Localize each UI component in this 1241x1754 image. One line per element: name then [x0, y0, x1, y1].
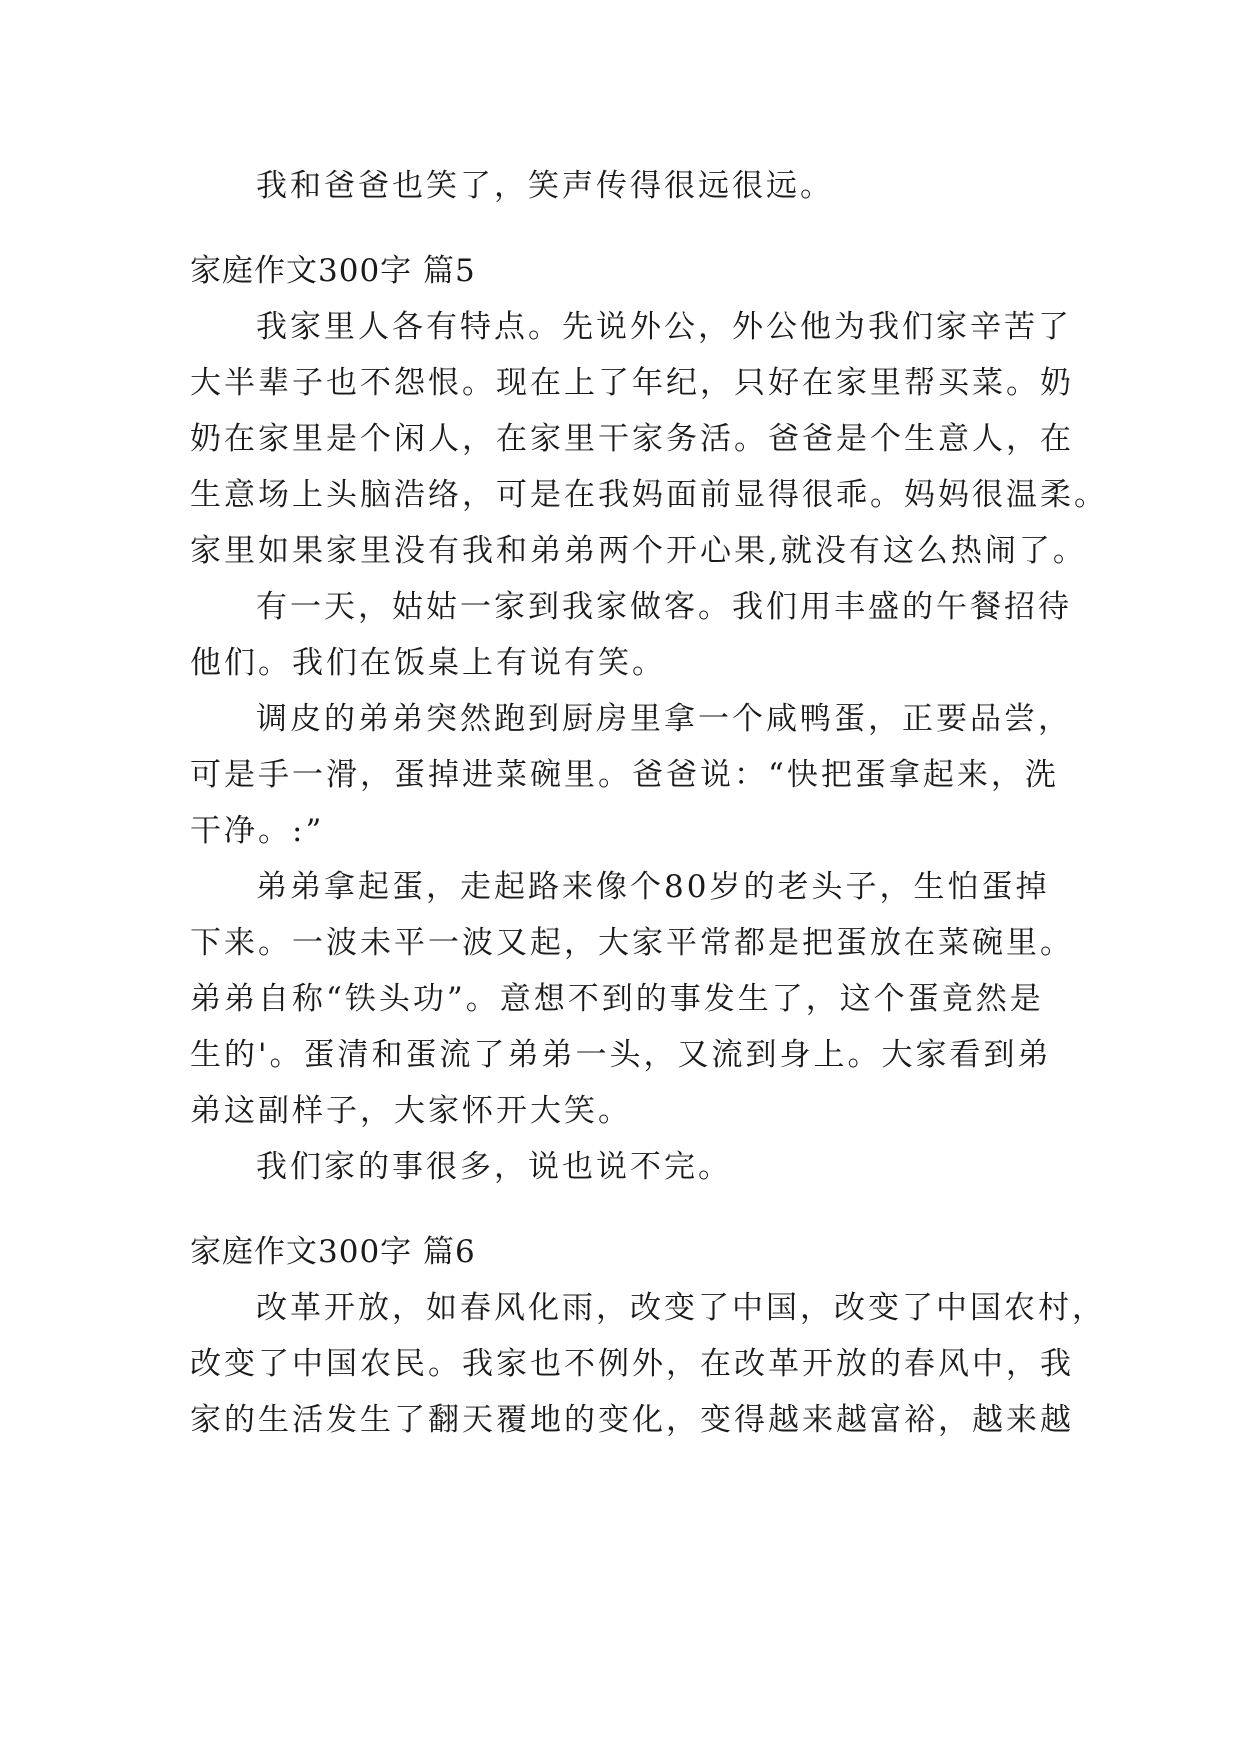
paragraph-line: 改变了中国农民。我家也不例外，在改革开放的春风中，我: [190, 1346, 1074, 1382]
paragraph-line: 生意场上头脑浩络，可是在我妈面前显得很乖。妈妈很温柔。: [190, 477, 1108, 513]
paragraph-line: 下来。一波未平一波又起，大家平常都是把蛋放在菜碗里。: [190, 925, 1074, 961]
paragraph-line: 我和爸爸也笑了，笑声传得很远很远。: [256, 168, 834, 204]
paragraph-line: 我家里人各有特点。先说外公，外公他为我们家辛苦了: [256, 309, 1072, 345]
paragraph-line: 家的生活发生了翻天覆地的变化，变得越来越富裕，越来越: [190, 1402, 1074, 1438]
paragraph-line: 弟弟拿起蛋，走起路来像个80岁的老头子，生怕蛋掉: [256, 869, 1050, 905]
paragraph-line: 家里如果家里没有我和弟弟两个开心果,就没有这么热闹了。: [190, 533, 1087, 569]
paragraph-line: 干净。:”: [190, 813, 325, 849]
paragraph-line: 调皮的弟弟突然跑到厨房里拿一个咸鸭蛋，正要品尝，: [256, 701, 1072, 737]
paragraph-line: 我们家的事很多，说也说不完。: [256, 1149, 732, 1185]
paragraph-line: 有一天，姑姑一家到我家做客。我们用丰盛的午餐招待: [256, 589, 1072, 625]
paragraph-line: 弟弟自称“铁头功”。意想不到的事发生了，这个蛋竟然是: [190, 981, 1044, 1017]
paragraph-line: 生的'。蛋清和蛋流了弟弟一头，又流到身上。大家看到弟: [190, 1037, 1052, 1073]
paragraph-line: 他们。我们在饭桌上有说有笑。: [190, 645, 666, 681]
paragraph-line: 大半辈子也不怨恨。现在上了年纪，只好在家里帮买菜。奶: [190, 365, 1074, 401]
paragraph-line: 奶在家里是个闲人，在家里干家务活。爸爸是个生意人，在: [190, 421, 1074, 457]
paragraph-line: 改革开放，如春风化雨，改变了中国，改变了中国农村，: [256, 1290, 1106, 1326]
section-heading: 家庭作文300字 篇6: [190, 1234, 476, 1270]
paragraph-line: 可是手一滑，蛋掉进菜碗里。爸爸说：“快把蛋拿起来，洗: [190, 757, 1059, 793]
section-heading: 家庭作文300字 篇5: [190, 253, 476, 289]
paragraph-line: 弟这副样子，大家怀开大笑。: [190, 1093, 632, 1129]
